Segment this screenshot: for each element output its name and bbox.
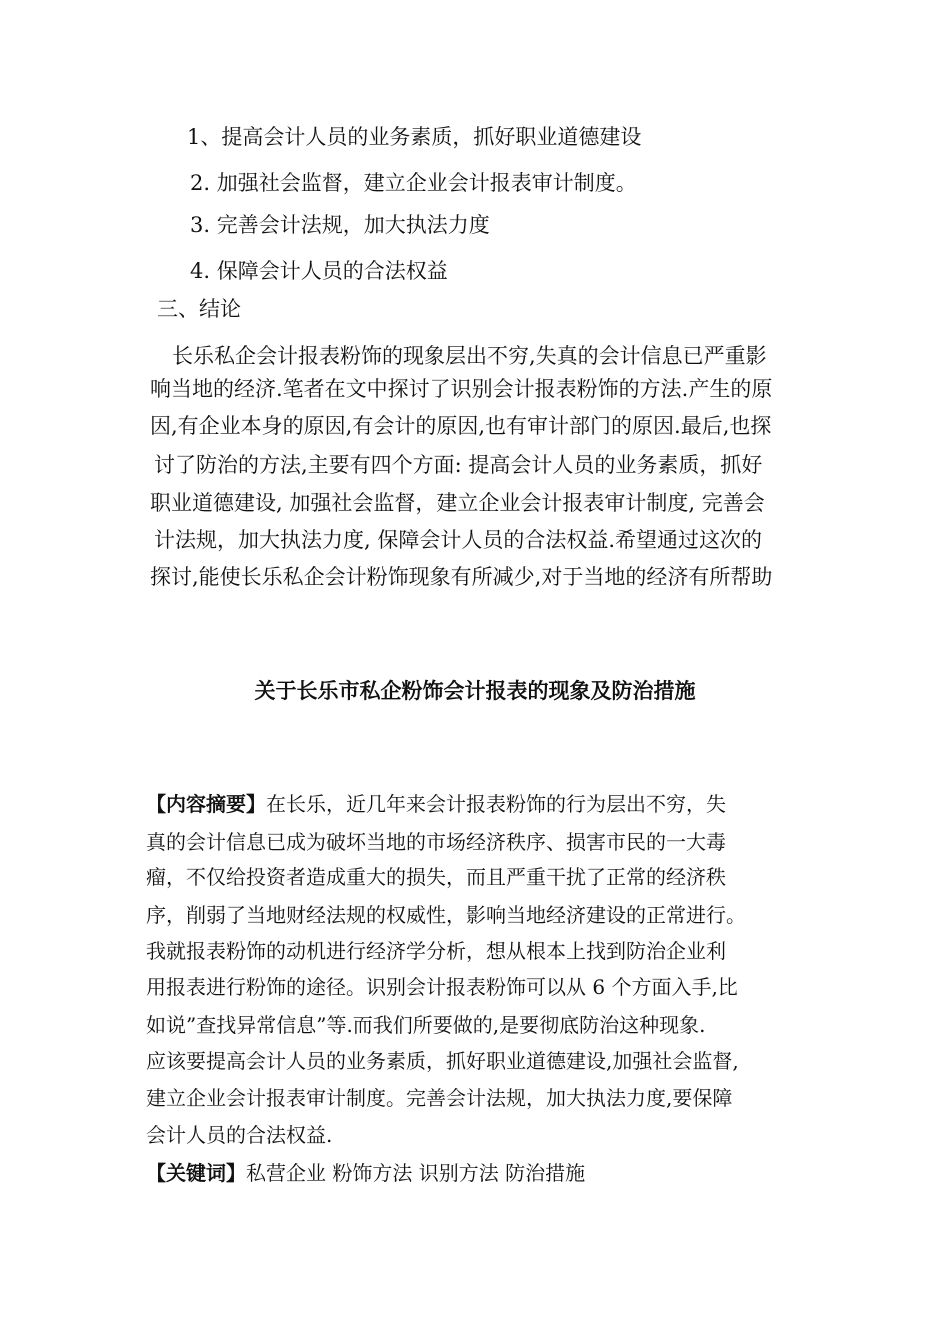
keywords-line [146, 1158, 585, 1188]
conclusion-line: 因,有企业本身的原因,有会计的原因,也有审计部门的原因.最后,也探 [150, 414, 772, 438]
conclusion-line: 计法规，加大执法力度, 保障会计人员的合法权益.希望通过这次的 [154, 528, 763, 552]
keywords-text: 私营企业 粉饰方法 识别方法 防治措施 [246, 1161, 586, 1185]
abstract-text: 在长乐，近几年来会计报表粉饰的行为层出不穷，失 [266, 792, 726, 816]
abstract-line: 建立企业会计报表审计制度。完善会计法规，加大执法力度,要保障 [146, 1086, 733, 1110]
measure-item-3: 3. 完善会计法规，加大执法力度 [190, 213, 490, 237]
abstract-line: 真的会计信息已成为破坏当地的市场经济秩序、损害市民的一大毒 [146, 830, 726, 854]
conclusion-line: 探讨,能使长乐私企会计粉饰现象有所减少,对于当地的经济有所帮助 [150, 565, 773, 589]
conclusion-line: 响当地的经济.笔者在文中探讨了识别会计报表粉饰的方法.产生的原 [150, 377, 773, 401]
abstract-first-line [146, 789, 726, 819]
conclusion-line: 讨了防治的方法,主要有四个方面: 提高会计人员的业务素质，抓好 [154, 453, 763, 477]
abstract-line: 瘤，不仅给投资者造成重大的损失，而且严重干扰了正常的经济秩 [146, 865, 726, 889]
abstract-line: 序，削弱了当地财经法规的权威性，影响当地经济建设的正常进行。 [146, 903, 746, 927]
measure-item-1: 1、提高会计人员的业务素质，抓好职业道德建设 [187, 125, 642, 149]
measure-item-2: 2. 加强社会监督，建立企业会计报表审计制度。 [190, 171, 637, 195]
abstract-line: 如说”查找异常信息”等.而我们所要做的,是要彻底防治这种现象. [146, 1013, 706, 1037]
measure-item-4: 4. 保障会计人员的合法权益 [190, 259, 448, 283]
conclusion-heading: 三、结论 [157, 297, 241, 321]
conclusion-line: 职业道德建设, 加强社会监督，建立企业会计报表审计制度, 完善会 [150, 491, 765, 515]
conclusion-line: 长乐私企会计报表粉饰的现象层出不穷,失真的会计信息已严重影 [172, 344, 767, 368]
abstract-label: 【内容摘要】 [146, 792, 266, 816]
abstract-line: 会计人员的合法权益. [146, 1123, 333, 1147]
abstract-line: 用报表进行粉饰的途径。识别会计报表粉饰可以从 6 个方面入手,比 [146, 975, 738, 999]
abstract-line: 应该要提高会计人员的业务素质，抓好职业道德建设,加强社会监督, [146, 1049, 739, 1073]
document-title: 关于长乐市私企粉饰会计报表的现象及防治措施 [254, 679, 696, 703]
keywords-label: 【关键词】 [146, 1161, 246, 1185]
abstract-line: 我就报表粉饰的动机进行经济学分析，想从根本上找到防治企业利 [146, 939, 726, 963]
